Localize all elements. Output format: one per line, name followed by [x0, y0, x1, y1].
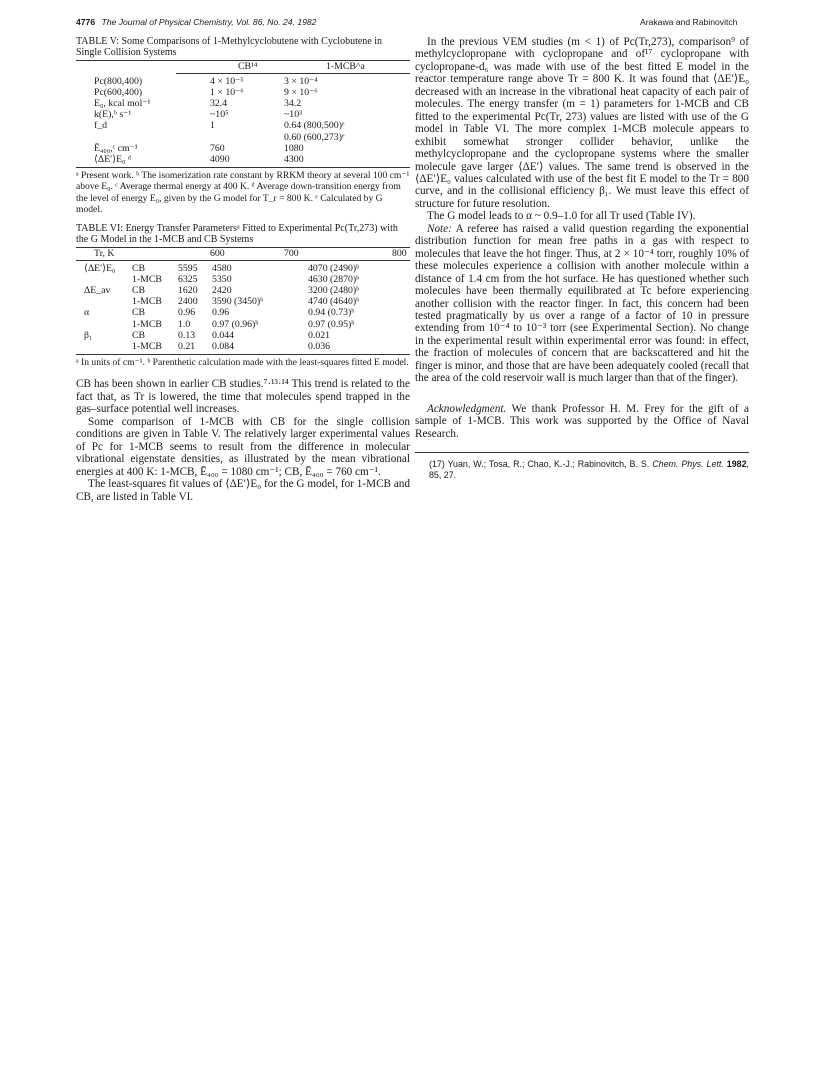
- table-row: Pc(800,400) 4 × 10⁻⁵ 3 × 10⁻⁴: [94, 75, 318, 87]
- table-vi-body: [76, 263, 410, 353]
- body-paragraph: CB has been shown in earlier CB studies.⁷·¹³·¹⁴ This trend is related to the fact that, as Tr is lowered, the time that molecules spend trapped in the gas–surface potential well increases.: [76, 378, 410, 416]
- table-row: E₀, kcal mol⁻¹ 32.4 34.2: [94, 98, 302, 110]
- body-paragraph: In the previous VEM studies (m < 1) of Pc(Tr,273), comparison⁹ of methylcyclopropane with cyclopropane and of¹⁷ cyclopropane with cyclopropane-d₆ was made with use of the best fitted E model in the reactor temperature range above Tr = 800 K. It was found that ⟨ΔE′⟩E₀ decreased with an increase in the vibrational heat capacity of each pair of molecules. The energy transfer (m = 1) parameters for 1-MCB and CB fitted to the experimental Pc(Tr, 273) values are listed with use of the G model in Table VI. The more complex 1-MCB molecule appears to exhibit somewhat stronger collider behavior, unlike the methylcyclopropane and the cyclopropane systems where the smaller molecule gave larger ⟨ΔE′⟩ values. The same trend is observed in the ⟨ΔE′⟩E₀ values calculated with use of the best fit E model to the Tr = 800 curve, and in the collisional efficiency β₁. We must leave this effect of structure for future resolution.: [415, 36, 749, 210]
- reference-year: 1982: [726, 459, 747, 470]
- table-vi-footnote: ᵃ In units of cm⁻¹. ᵇ Parenthetic calculation made with the least-squares fitted E model.: [76, 357, 409, 369]
- table-row: Ē₄₀₀,ᶜ cm⁻¹ 760 1080: [94, 142, 304, 154]
- reference-17: (17) Yuan, W.; Tosa, R.; Chao, K.-J.; Rabinovitch, B. S. Chem. Phys. Lett. 1982, 85, 27.: [429, 459, 749, 481]
- acknowledgment: [415, 403, 749, 440]
- table-v: [76, 36, 410, 215]
- note-paragraph: [415, 223, 749, 385]
- page-number: 4776: [76, 17, 96, 27]
- running-header-left: [76, 17, 316, 27]
- table-row: 0.60 (600,273)ᵉ: [284, 131, 345, 143]
- journal-citation: The Journal of Physical Chemistry, Vol. 86, No. 24, 1982: [101, 17, 317, 27]
- table-v-col-cb: CB¹⁴: [238, 61, 258, 73]
- body-paragraph: The least-squares fit values of ⟨ΔE′⟩E₀ for the G model, for 1-MCB and CB, are listed in Table VI.: [76, 478, 410, 503]
- table-row: k(E),ᵇ s⁻¹ ~10⁵ ~10³: [94, 109, 303, 121]
- note-text: A referee has raised a valid question regarding the exponential distribution function for mean free paths in a gas with respect to molecules that leave the hot finger. Thus, at 2 × 10⁻⁴ torr, roughly 10% of these molecules experience a collision with another molecule within a distance of 1.4 cm from the hot surface. He has questioned whether such molecules have been thermally equilibrated at Tc before experiencing another collision with the reactor finger. In fact, this concern had been tested pragmatically by us over a range of a factor of 10 in pressure extending from 10⁻⁴ to 10⁻³ torr (see Experimental Section). No change in the experimental result within experimental error was found: in effect, the fraction of molecules of concern that are backscattered and hit the finger is minor, and those that are have been adequately cooled (recall that the area of the cold reservoir wall is much larger than that of the finger).: [415, 222, 749, 385]
- table-vi-caption: TABLE VI: Energy Transfer Parametersᵃ Fitted to Experimental Pc(Tr,273) with the G Model in the 1-MCB and CB Systems: [76, 223, 398, 246]
- table-v-body: [76, 76, 410, 166]
- note-label: Note:: [427, 222, 452, 235]
- acknowledgment-label: Acknowledgment.: [427, 402, 507, 415]
- table-vi: [76, 223, 410, 368]
- table-vi-header-row: Tr, K 600 700 800: [94, 248, 407, 260]
- reference-journal: Chem. Phys. Lett.: [652, 459, 724, 470]
- table-row: 1-MCB 0.21 0.084 0.036: [132, 341, 331, 353]
- table-v-grid: [76, 61, 410, 72]
- table-v-col-mcb: 1-MCB^a: [326, 61, 365, 73]
- table-row: ⟨ΔE′⟩E₀ CB 5595 4580 4070 (2490)ᵇ: [84, 262, 360, 274]
- table-v-header-row: [76, 61, 410, 72]
- table-row: 1-MCB 2400 3590 (3450)ᵇ 4740 (4640)ᵇ: [132, 296, 360, 308]
- running-header-authors: Arakawa and Rabinovitch: [640, 17, 738, 27]
- table-row: ΔE_av CB 1620 2420 3200 (2480)ᵇ: [84, 285, 360, 297]
- table-v-footnote: ᵃ Present work. ᵇ The isomerization rate constant by RRKM theory at several 100 cm⁻¹ above E₀. ᶜ Average thermal energy at 400 K. ᵈ Average down-transition energy from the level of energy E₀, given by the G model for T_r = 800 K. ᵉ Calculated by G model.: [76, 170, 410, 215]
- right-column: [415, 36, 749, 481]
- body-paragraph: Some comparison of 1-MCB with CB for the single collision conditions are given in Table V. The relatively larger experimental values of Pc for 1-MCB seems to result from the difference in molecular vibrational eigenstate densities, as illustrated by the mean vibrational energies at 400 K: 1-MCB, Ē₄₀₀ = 1080 cm⁻¹; CB, Ē₄₀₀ = 760 cm⁻¹.: [76, 415, 410, 478]
- acknowledgment-text: We thank Professor H. M. Frey for the gift of a sample of 1-MCB. This work was supported by the Office of Naval Research.: [415, 402, 749, 440]
- table-row: β₁ CB 0.13 0.044 0.021: [84, 329, 331, 341]
- table-vi-header: [76, 248, 410, 259]
- table-row: Pc(600,400) 1 × 10⁻⁶ 9 × 10⁻⁶: [94, 86, 318, 98]
- table-row: 1-MCB 1.0 0.97 (0.96)ᵇ 0.97 (0.95)ᵇ: [132, 318, 355, 330]
- body-paragraph: The G model leads to α ~ 0.9–1.0 for all Tr used (Table IV).: [427, 210, 696, 223]
- table-v-caption: TABLE V: Some Comparisons of 1-Methylcyclobutene with Cyclobutene in Single Collision Systems: [76, 36, 383, 59]
- table-row: 1-MCB 6325 5350 4630 (2870)ᵇ: [132, 273, 360, 285]
- left-column: [76, 36, 410, 503]
- table-row: ⟨ΔE′⟩E₀ ᵈ 4090 4300: [94, 154, 304, 166]
- table-row: α CB 0.96 0.96 0.94 (0.73)ᵇ: [84, 307, 355, 319]
- table-row: f_d 1 0.64 (800,500)ᵉ: [94, 120, 345, 132]
